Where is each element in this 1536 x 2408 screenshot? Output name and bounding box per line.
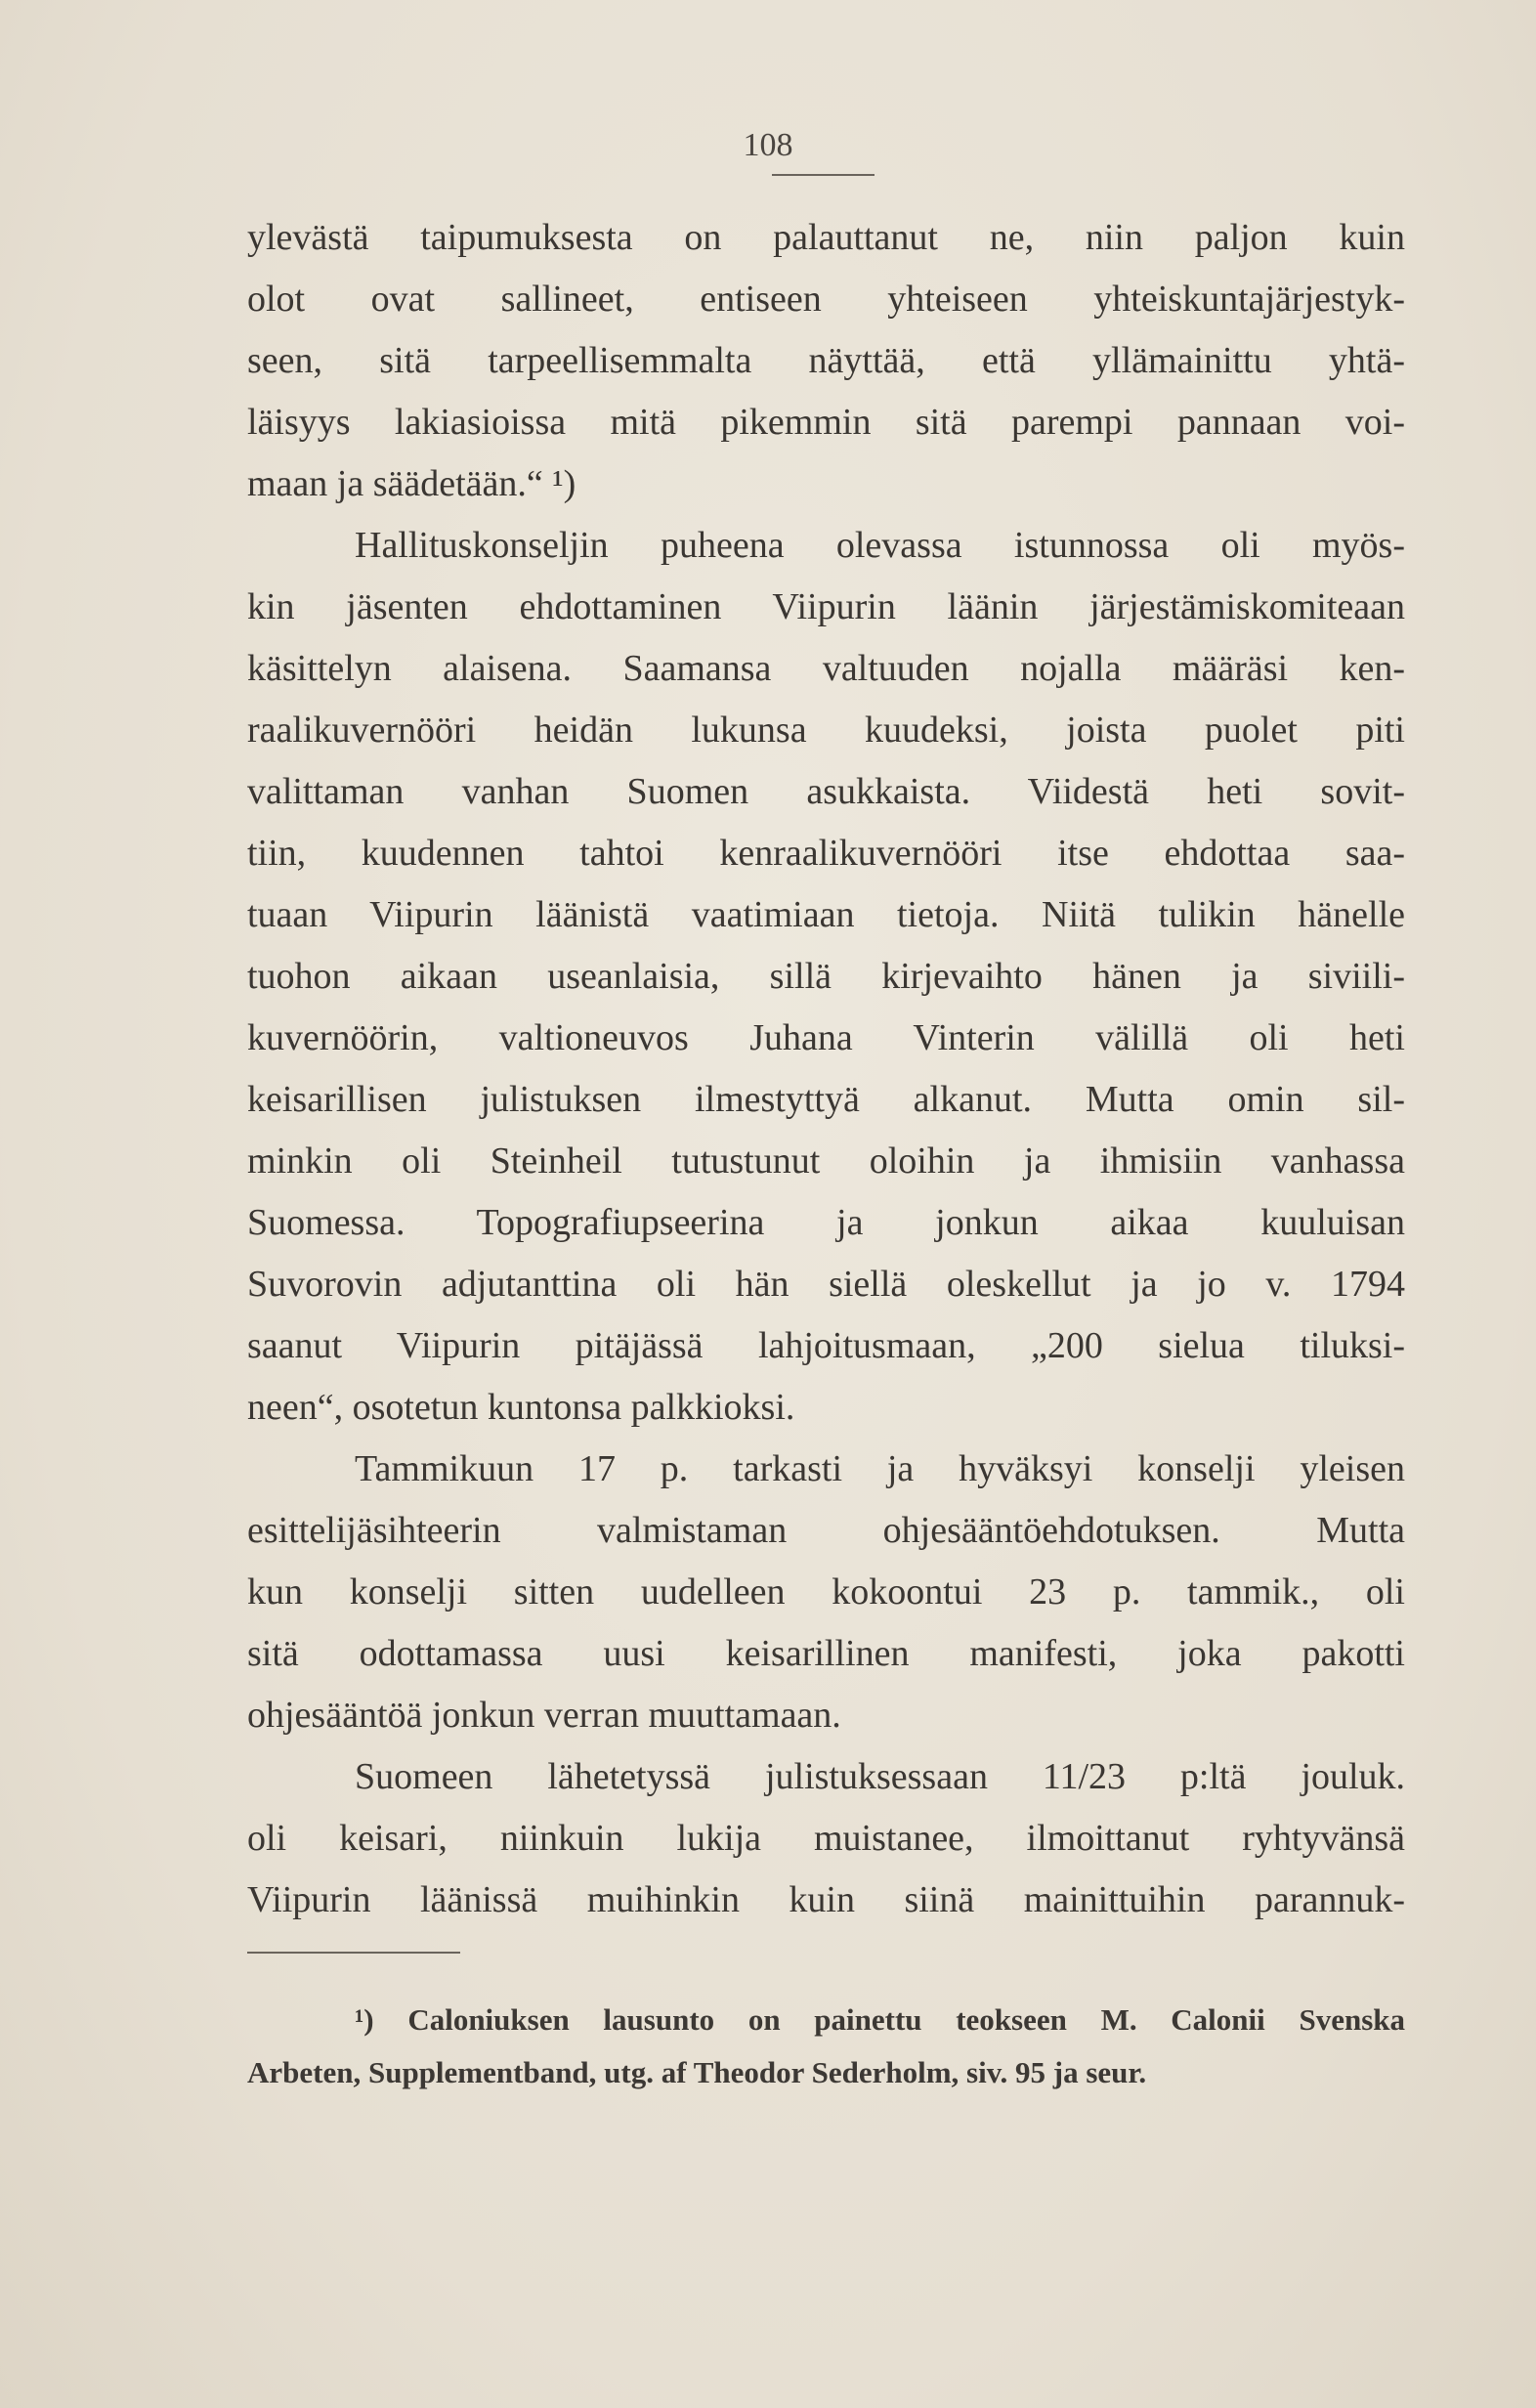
text-line: neen“, osotetun kuntonsa palkkioksi. [247,1387,795,1428]
text-line: Suomeen lähetetyssä julistuksessaan 11/23 p:ltä jouluk. [355,1756,1405,1797]
text-line: Viipurin läänissä muihinkin kuin siinä mainittuihin parannuk- [247,1879,1405,1920]
text-line: seen, sitä tarpeellisemmalta näyttää, että yllämainittu yhtä- [247,340,1405,381]
footnote-line: Arbeten, Supplementband, utg. af Theodor Sederholm, siv. 95 ja seur. [247,2055,1147,2089]
text-line: sitä odottamassa uusi keisarillinen manifesti, joka pakotti [247,1633,1405,1674]
header-rule [772,174,875,176]
text-line: minkin oli Steinheil tutustunut oloihin ja ihmisiin vanhassa [247,1140,1405,1182]
text-line: keisarillisen julistuksen ilmestyttyä alkanut. Mutta omin sil- [247,1079,1405,1120]
text-line: ylevästä taipumuksesta on palauttanut ne, niin paljon kuin [247,217,1405,258]
text-line: tiin, kuudennen tahtoi kenraalikuvernööri itse ehdottaa saa- [247,833,1405,874]
text-line: olot ovat sallineet, entiseen yhteiseen yhteiskuntajärjestyk- [247,279,1405,320]
text-line: Suomessa. Topografiupseerina ja jonkun aikaa kuuluisan [247,1202,1405,1243]
text-line: oli keisari, niinkuin lukija muistanee, ilmoittanut ryhtyvänsä [247,1818,1405,1859]
text-line: käsittelyn alaisena. Saamansa valtuuden nojalla määräsi ken- [247,648,1405,689]
body-text [247,207,1405,1931]
text-line: tuaan Viipurin läänistä vaatimiaan tietoja. Niitä tulikin hänelle [247,894,1405,935]
text-line: valittaman vanhan Suomen asukkaista. Viidestä heti sovit- [247,771,1405,812]
text-line: läisyys lakiasioissa mitä pikemmin sitä parempi pannaan voi- [247,402,1405,443]
footnote-rule [247,1952,460,1954]
text-line: kun konselji sitten uudelleen kokoontui 23 p. tammik., oli [247,1571,1405,1612]
text-line: tuohon aikaan useanlaisia, sillä kirjevaihto hänen ja siviili- [247,956,1405,997]
text-line: kin jäsenten ehdottaminen Viipurin läänin järjestämiskomiteaan [247,586,1405,627]
text-line: Suvorovin adjutanttina oli hän siellä oleskellut ja jo v. 1794 [247,1264,1405,1305]
footnote-line: ¹) Caloniuksen lausunto on painettu teokseen M. Calonii Svenska [355,2002,1405,2037]
text-line: kuvernöörin, valtioneuvos Juhana Vinterin välillä oli heti [247,1017,1405,1058]
text-line: Hallituskonseljin puheena olevassa istunnossa oli myös- [355,525,1405,566]
footnotes [247,1994,1405,2099]
text-line: ohjesääntöä jonkun verran muuttamaan. [247,1695,841,1736]
text-line: saanut Viipurin pitäjässä lahjoitusmaan, „200 sielua tiluksi- [247,1325,1405,1366]
text-line: raalikuvernööri heidän lukunsa kuudeksi, joista puolet piti [247,710,1405,751]
text-line: maan ja säädetään.“ ¹) [247,463,576,504]
text-line: esittelijäsihteerin valmistaman ohjesääntöehdotuksen. Mutta [247,1510,1405,1551]
text-line: Tammikuun 17 p. tarkasti ja hyväksyi konselji yleisen [355,1448,1405,1489]
page-number: 108 [743,127,793,163]
